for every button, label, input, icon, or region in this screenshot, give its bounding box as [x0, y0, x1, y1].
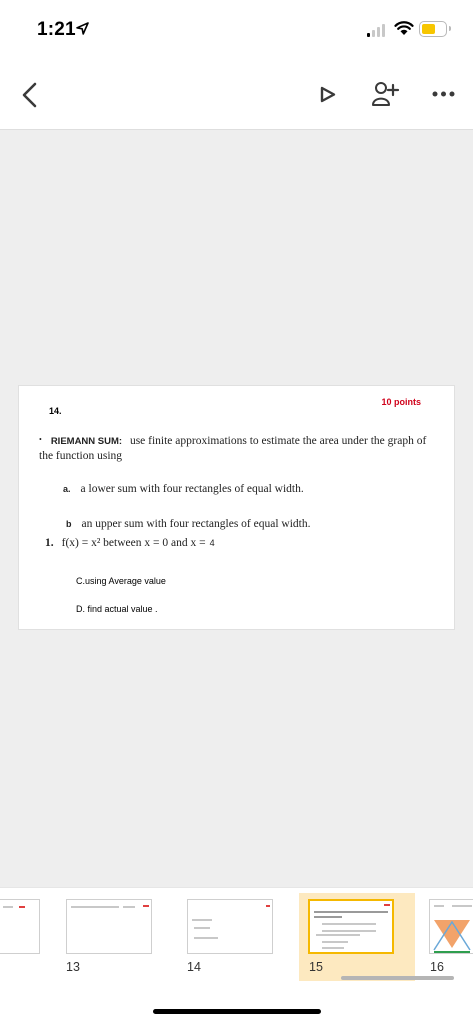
item-1-function: f(x) = x² between x = 0 and x = — [61, 537, 206, 549]
slide-number-14[interactable]: 14 — [187, 960, 201, 974]
battery-icon — [419, 21, 447, 37]
slide-number-13[interactable]: 13 — [66, 960, 80, 974]
item-a-key: a. — [63, 484, 71, 494]
slide-canvas — [0, 130, 473, 887]
item-b-text: an upper sum with four rectangles of equal width. — [81, 518, 311, 530]
slide-thumbnail-14[interactable] — [187, 899, 273, 954]
slide-thumbnail-13[interactable] — [66, 899, 152, 954]
question-number: 14. — [49, 406, 62, 416]
intro-text: use finite approximations to estimate the area under the graph of the function using — [39, 435, 427, 462]
add-person-icon[interactable] — [371, 81, 401, 107]
item-a — [63, 483, 304, 495]
item-b-key: b — [66, 519, 72, 529]
item-a-text: a lower sum with four rectangles of equal width. — [80, 483, 304, 495]
status-bar — [0, 0, 473, 62]
slide-thumbnail-16[interactable] — [429, 899, 473, 954]
toolbar — [0, 62, 473, 130]
home-indicator[interactable] — [153, 1009, 321, 1014]
slide-number-15[interactable]: 15 — [309, 960, 323, 974]
item-d: D. find actual value . — [76, 604, 158, 614]
wifi-icon — [394, 21, 414, 36]
status-time: 1:21 — [37, 19, 76, 40]
back-chevron-icon[interactable] — [20, 82, 38, 108]
slide-thumbnail-15[interactable] — [308, 899, 394, 954]
riemann-sum-label: RIEMANN SUM: — [50, 436, 123, 447]
question-intro: • RIEMANN SUM: use finite approximations to estimate the area under the graph of the function using — [39, 435, 427, 462]
location-arrow-icon — [76, 22, 89, 35]
slide-thumbnail-12[interactable] — [0, 899, 40, 954]
graph-thumbnail-icon — [432, 916, 472, 954]
points-label: 10 points — [381, 397, 421, 407]
item-c: C.using Average value — [76, 576, 166, 586]
filmstrip-scrollbar[interactable] — [341, 976, 454, 980]
item-1 — [45, 537, 215, 549]
item-1-upper-bound: 4 — [209, 538, 215, 548]
item-b — [66, 518, 310, 530]
more-dots-icon[interactable] — [432, 90, 456, 98]
current-slide[interactable] — [18, 385, 455, 630]
slide-number-16[interactable]: 16 — [430, 960, 444, 974]
item-1-number: 1. — [45, 537, 54, 549]
slide-filmstrip — [0, 887, 473, 982]
present-play-icon[interactable] — [320, 86, 336, 103]
cellular-signal-icon — [367, 23, 387, 37]
